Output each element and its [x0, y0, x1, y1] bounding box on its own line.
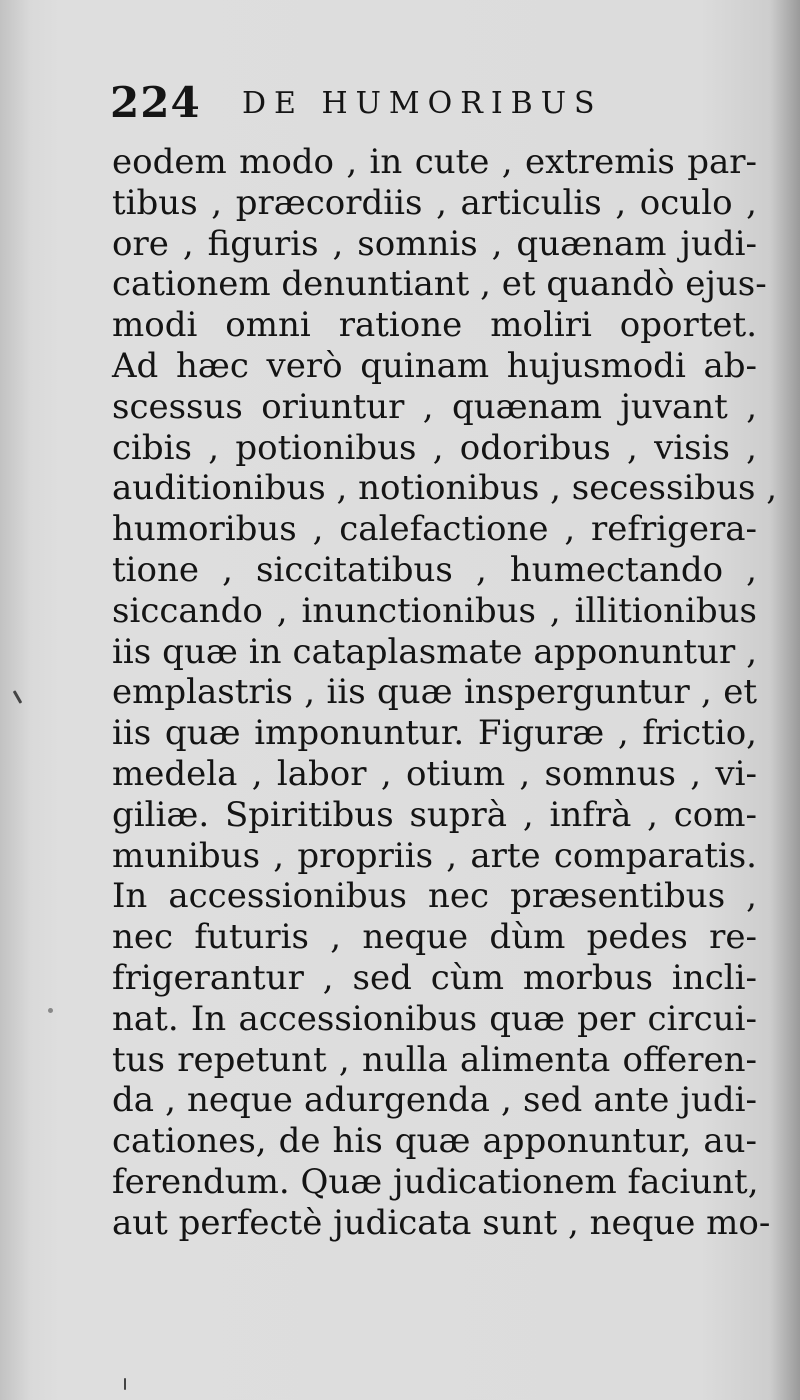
text-line: giliæ. Spiritibus suprà , infrà , com-: [112, 794, 757, 835]
running-head: DE HUMORIBUS: [242, 86, 603, 121]
page-number: 224: [110, 78, 201, 127]
text-line: iis quæ imponuntur. Figuræ , frictio,: [112, 713, 757, 754]
paper-speck: [124, 1378, 126, 1390]
paper-speck: [13, 690, 23, 704]
text-line: scessus oriuntur , quænam juvant ,: [112, 386, 757, 427]
text-line: cationem denuntiant , et quandò ejus-: [112, 264, 767, 305]
text-line: ferendum. Quæ judicationem faciunt,: [112, 1161, 759, 1202]
text-line: da , neque adurgenda , sed ante judi-: [112, 1080, 757, 1121]
text-line: siccando , inunctionibus , illitionibus: [112, 590, 757, 631]
text-line: aut perfectè judicata sunt , neque mo-: [112, 1202, 771, 1243]
text-line: eodem modo , in cute , extremis par-: [112, 142, 757, 182]
text-line: Ad hæc verò quinam hujusmodi ab-: [112, 345, 757, 386]
text-line: auditionibus , notionibus , secessibus ,: [112, 468, 778, 509]
text-line: nec futuris , neque dùm pedes re-: [112, 917, 757, 958]
text-line: emplastris , iis quæ insperguntur , et: [112, 672, 757, 713]
text-line: tus repetunt , nulla alimenta offeren-: [112, 1039, 757, 1080]
page-header: [110, 78, 750, 138]
text-line: ore , figuris , somnis , quænam judi-: [112, 223, 757, 264]
text-line: modi omni ratione moliri oportet.: [112, 305, 757, 346]
text-line: tione , siccitatibus , humectando ,: [112, 549, 757, 590]
text-line: cibis , potionibus , odoribus , visis ,: [112, 427, 757, 468]
text-line: nat. In accessionibus quæ per circui-: [112, 998, 757, 1039]
body-text: [112, 142, 778, 1244]
text-line: medela , labor , otium , somnus , vi-: [112, 753, 757, 794]
text-line: humoribus , calefactione , refrigera-: [112, 509, 757, 550]
text-line: munibus , propriis , arte comparatis.: [112, 835, 757, 876]
paper-speck: [48, 1008, 53, 1013]
text-line: tibus , præcordiis , articulis , oculo ,: [112, 182, 757, 223]
text-line: iis quæ in cataplasmate apponuntur ,: [112, 631, 757, 672]
text-line: frigerantur , sed cùm morbus incli-: [112, 957, 757, 998]
text-line: cationes, de his quæ apponuntur, au-: [112, 1121, 757, 1162]
text-line: In accessionibus nec præsentibus ,: [112, 876, 757, 917]
